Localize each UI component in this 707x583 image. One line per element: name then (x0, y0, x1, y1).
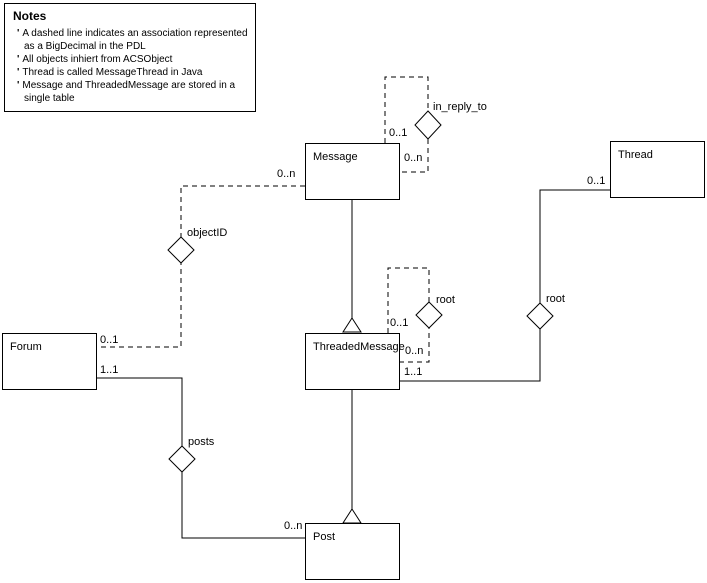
entity-name: ThreadedMessage (313, 341, 405, 353)
multiplicity-root-self-bottom: 0..n (405, 345, 424, 357)
association-line-root-thread (400, 190, 610, 381)
association-label-posts: posts (188, 436, 215, 448)
multiplicity-posts-forum: 1..1 (100, 364, 119, 376)
entity-name: Thread (618, 149, 653, 161)
note-text: Message and ThreadedMessage are stored in a single table (22, 80, 236, 104)
association-label-root-self: root (436, 294, 455, 306)
association-label-root-thread: root (546, 293, 565, 305)
association-line-posts (97, 378, 305, 538)
note-item (13, 27, 251, 53)
note-item (13, 66, 251, 79)
notes-box (4, 3, 256, 112)
association-diamond-icon (415, 111, 441, 139)
note-item (13, 79, 251, 105)
association-label-objectid: objectID (187, 227, 228, 239)
multiplicity-objectid-message: 0..n (277, 168, 296, 180)
note-text: A dashed line indicates an association represented as a BigDecimal in the PDL (22, 28, 248, 52)
association-diamond-icon (168, 237, 194, 263)
multiplicity-root-self-top: 0..1 (390, 317, 409, 329)
entity-threaded-message (305, 333, 405, 390)
entity-thread (610, 141, 705, 198)
association-diamond-icon (527, 303, 553, 329)
multiplicity-posts-post: 0..n (284, 520, 303, 532)
entity-name: Message (313, 151, 358, 163)
note-text: Thread is called MessageThread in Java (22, 67, 203, 78)
entity-name: Post (313, 531, 336, 543)
multiplicity-in-reply-to-side: 0..n (404, 152, 423, 164)
bullet-icon: ' (17, 80, 20, 91)
entity-post (305, 523, 400, 580)
entity-forum (2, 333, 97, 390)
entity-name: Forum (10, 341, 42, 353)
association-line-objectid (97, 186, 305, 347)
association-label-in-reply-to: in_reply_to (433, 101, 487, 113)
bullet-icon: ' (17, 28, 20, 39)
inheritance-triangle-icon (343, 509, 361, 523)
note-text: All objects inhiert from ACSObject (22, 54, 173, 65)
inheritance-triangle-icon (343, 318, 361, 332)
bullet-icon: ' (17, 67, 20, 78)
notes-title: Notes (13, 9, 47, 23)
multiplicity-in-reply-to-top: 0..1 (389, 127, 408, 139)
multiplicity-objectid-forum: 0..1 (100, 334, 119, 346)
multiplicity-root-threadedmessage: 1..1 (404, 366, 423, 378)
multiplicity-root-thread: 0..1 (587, 175, 606, 187)
entity-message (305, 143, 400, 200)
bullet-icon: ' (17, 54, 20, 65)
note-item (13, 53, 251, 66)
association-diamond-icon (169, 446, 195, 472)
